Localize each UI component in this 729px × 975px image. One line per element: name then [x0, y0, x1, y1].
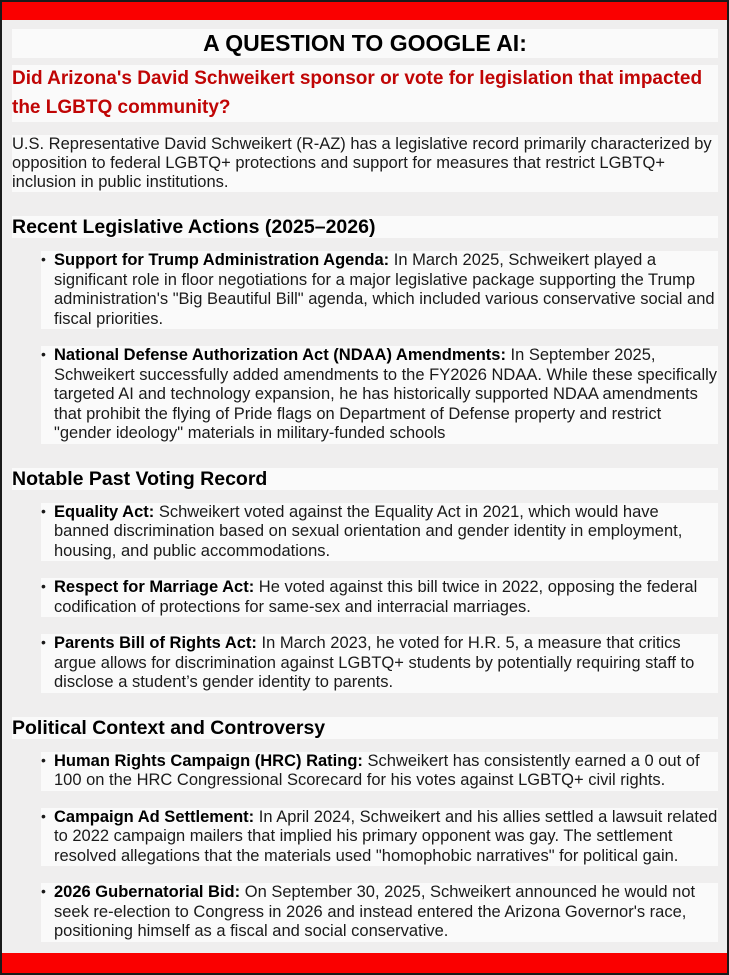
bullet-text: He voted against this bill twice in 2022, opposing the federal codification of protections for same-sex and interracial marriages. [54, 578, 698, 616]
list-item [41, 251, 718, 329]
list-item [41, 883, 718, 942]
list-item [41, 634, 718, 693]
bullet-text: Schweikert voted against the Equality Act in 2021, which would have banned discrimination based on sexual orientation and gender identity in employment, housing, and public accommodations. [54, 502, 683, 560]
list-item [41, 578, 718, 617]
bullet-label: Equality Act: [54, 502, 155, 521]
bullet-icon: • [41, 751, 46, 768]
document-content [2, 20, 727, 942]
bullet-icon: • [41, 502, 46, 519]
bullet-list-notable-past-voting-record [12, 503, 718, 693]
bullet-text: In March 2023, he voted for H.R. 5, a measure that critics argue allows for discrimination against LGBTQ+ students by potentially requiring staff to disclose a student’s gender identity to parents. [54, 634, 695, 691]
top-red-banner [2, 2, 727, 20]
bullet-icon: • [41, 807, 46, 824]
list-item [41, 752, 718, 791]
section-heading-recent-legislative-actions: Recent Legislative Actions (2025–2026) [12, 216, 718, 238]
bullet-icon: • [41, 883, 46, 899]
bullet-text: In September 2025, Schweikert successfully added amendments to the FY2026 NDAA. While these specifically targeted AI and technology expansion, he has historically supported NDAA amendments that prohibit the flying of Pride flags on Department of Defense property and restrict "gender ideology" materials in military-funded schools [54, 346, 718, 442]
section-heading-political-context-and-controversy: Political Context and Controversy [12, 717, 718, 739]
bullet-text: Schweikert has consistently earned a 0 out of 100 on the HRC Congressional Scorecard for his votes against LGBTQ+ civil rights. [54, 751, 700, 789]
list-item [41, 808, 718, 867]
question-heading: Did Arizona's David Schweikert sponsor or vote for legislation that impacted the LGBTQ community? [12, 65, 718, 122]
bullet-text: In April 2024, Schweikert and his allies settled a lawsuit related to 2022 campaign mailers that implied his primary opponent was gay. The settlement resolved allegations that the materials used "homophobic narratives" for political gain. [54, 807, 718, 865]
bullet-label: Human Rights Campaign (HRC) Rating: [54, 751, 363, 770]
bullet-list-political-context-and-controversy [12, 752, 718, 942]
section-heading-notable-past-voting-record: Notable Past Voting Record [12, 468, 718, 490]
bullet-label: 2026 Gubernatorial Bid: [54, 883, 241, 901]
bullet-label: Respect for Marriage Act: [54, 578, 255, 596]
bullet-label: Parents Bill of Rights Act: [54, 634, 257, 652]
intro-paragraph: U.S. Representative David Schweikert (R-AZ) has a legislative record primarily characterized by opposition to federal LGBTQ+ protections and support for measures that restrict LGBTQ+ inclusion in public institutions. [12, 135, 718, 192]
bullet-label: National Defense Authorization Act (NDAA) Amendments: [54, 346, 506, 364]
bullet-list-recent-legislative-actions [12, 251, 718, 444]
bullet-icon: • [41, 578, 46, 594]
bullet-label: Campaign Ad Settlement: [54, 807, 255, 826]
bottom-red-banner [2, 953, 727, 973]
bullet-text: On September 30, 2025, Schweikert announced he would not seek re-election to Congress in 2026 and instead entered the Arizona Governor's race, positioning himself as a fiscal and social conservative. [54, 883, 696, 940]
list-item [41, 346, 718, 444]
bullet-icon: • [41, 251, 46, 267]
page-title: A QUESTION TO GOOGLE AI: [12, 29, 718, 58]
bullet-text: In March 2025, Schweikert played a significant role in floor negotiations for a major legislative package supporting the Trump administration's "Big Beautiful Bill" agenda, which included various conservative social and fiscal priorities. [54, 251, 715, 328]
bullet-icon: • [41, 346, 46, 362]
bullet-label: Support for Trump Administration Agenda: [54, 251, 390, 269]
bullet-icon: • [41, 634, 46, 650]
list-item [41, 503, 718, 562]
